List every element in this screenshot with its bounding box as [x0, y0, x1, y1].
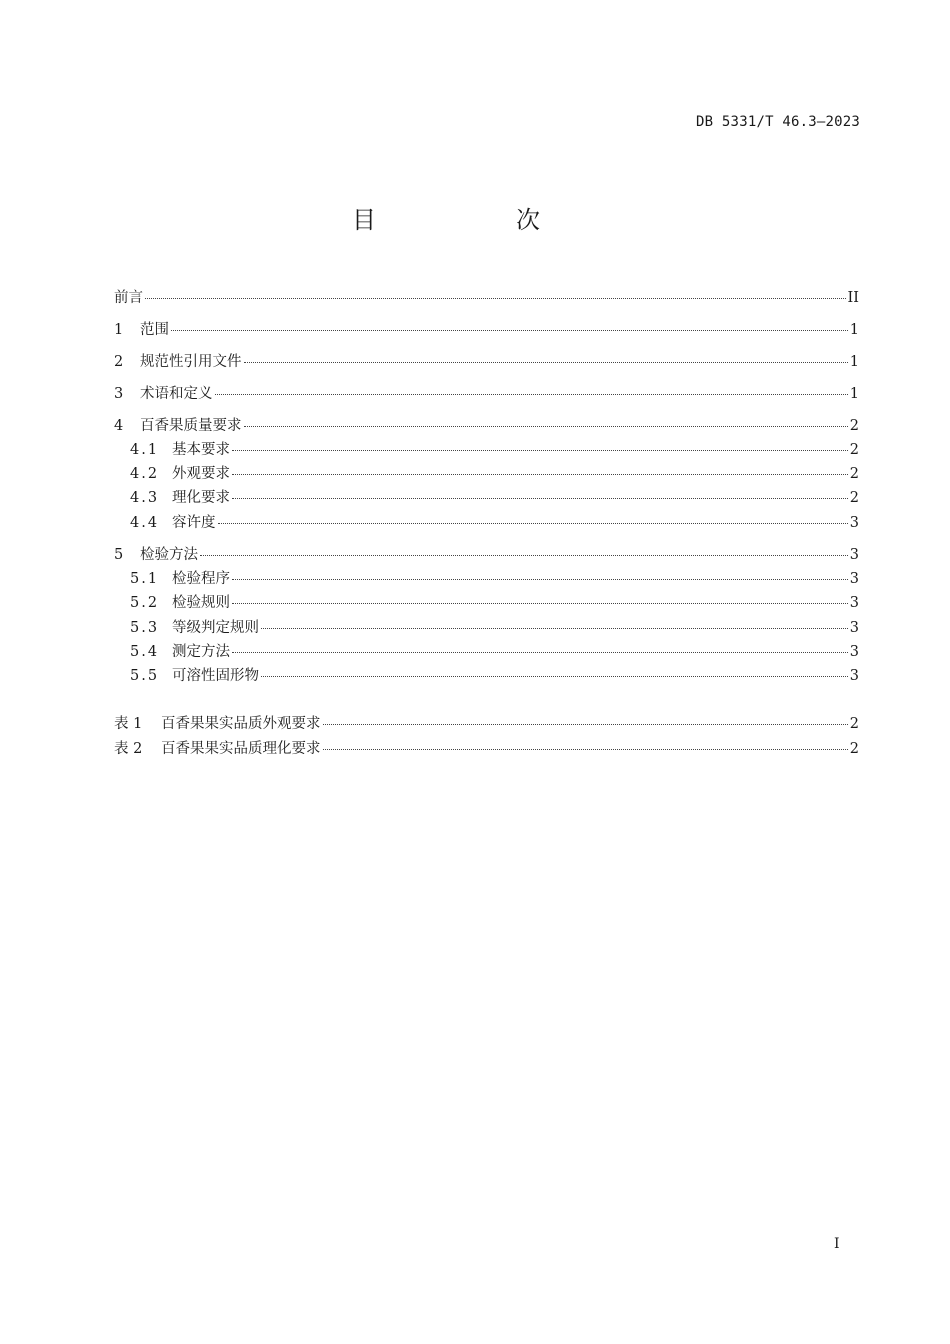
toc-entry-number: 4.1	[130, 441, 160, 458]
table-of-contents	[114, 286, 859, 761]
toc-entry-label: 等级判定规则	[172, 619, 259, 636]
toc-entry-label: 术语和定义	[140, 385, 213, 402]
toc-entry-number: 3	[114, 385, 124, 402]
toc-entry-page: 3	[849, 514, 859, 531]
toc-entry-page: 2	[849, 490, 859, 507]
document-code: DB 5331/T 46.3—2023	[696, 114, 860, 130]
toc-table-label: 百香果果实品质理化要求	[161, 740, 321, 757]
toc-entry-page: 1	[849, 353, 859, 370]
toc-entry-foreword[interactable]	[114, 286, 859, 310]
toc-entry-5-3[interactable]	[114, 616, 859, 640]
toc-entry-page: 3	[849, 546, 859, 563]
dot-leader	[232, 565, 848, 580]
toc-entry-page: 2	[849, 417, 859, 434]
toc-entry-page: 2	[849, 466, 859, 483]
dot-leader	[232, 460, 848, 475]
toc-entry-page: 1	[849, 385, 859, 402]
toc-table-entry-2[interactable]	[114, 737, 859, 761]
toc-entry-page: 2	[849, 441, 859, 458]
toc-entry-5-5[interactable]	[114, 664, 859, 688]
dot-leader	[261, 662, 848, 677]
toc-entry-number: 1	[114, 321, 124, 338]
dot-leader	[232, 638, 848, 653]
toc-table-page: 2	[849, 716, 859, 733]
toc-entry-number: 5.5	[130, 668, 160, 685]
toc-entry-5[interactable]	[114, 543, 859, 567]
toc-entry-label: 检验程序	[172, 570, 230, 587]
dot-leader	[244, 348, 848, 363]
toc-entry-number: 5	[114, 546, 124, 563]
toc-entry-4-1[interactable]	[114, 438, 859, 462]
toc-table-number: 表 1	[114, 716, 143, 733]
toc-entry-label: 可溶性固形物	[172, 668, 259, 685]
toc-entry-label: 外观要求	[172, 466, 230, 483]
toc-entry-number: 4.2	[130, 466, 160, 483]
dot-leader	[323, 710, 848, 725]
toc-entry-4-3[interactable]	[114, 486, 859, 510]
dot-leader	[232, 484, 848, 499]
toc-entry-page: 1	[849, 321, 859, 338]
toc-entry-page: 3	[849, 570, 859, 587]
toc-table-entry-1[interactable]	[114, 712, 859, 736]
dot-leader	[244, 412, 848, 427]
toc-entry-4-4[interactable]	[114, 511, 859, 535]
dot-leader	[232, 436, 848, 451]
dot-leader	[145, 284, 846, 299]
dot-leader	[261, 614, 848, 629]
toc-entry-number: 2	[114, 353, 124, 370]
dot-leader	[200, 541, 848, 556]
toc-entry-5-4[interactable]	[114, 640, 859, 664]
toc-entry-page: 3	[849, 643, 859, 660]
toc-entry-label: 测定方法	[172, 643, 230, 660]
dot-leader	[232, 589, 848, 604]
toc-entry-number: 4.3	[130, 490, 160, 507]
toc-entry-page: 3	[849, 595, 859, 612]
toc-entry-label: 容许度	[172, 514, 216, 531]
toc-entry-page: 3	[849, 668, 859, 685]
toc-entry-number: 5.2	[130, 595, 160, 612]
toc-table-number: 表 2	[114, 740, 143, 757]
toc-entry-1[interactable]	[114, 318, 859, 342]
page-title: 目 次	[352, 206, 598, 234]
toc-entry-5-2[interactable]	[114, 591, 859, 615]
toc-entry-page: 3	[849, 619, 859, 636]
toc-entry-page: II	[847, 290, 859, 306]
toc-entry-label: 检验方法	[140, 546, 198, 563]
toc-entry-3[interactable]	[114, 382, 859, 406]
toc-entry-2[interactable]	[114, 350, 859, 374]
toc-entry-number: 4.4	[130, 514, 160, 531]
toc-entry-label: 基本要求	[172, 441, 230, 458]
dot-leader	[323, 735, 848, 750]
toc-entry-number: 5.1	[130, 570, 160, 587]
toc-entry-number: 5.3	[130, 619, 160, 636]
dot-leader	[171, 316, 848, 331]
toc-table-page: 2	[849, 740, 859, 757]
dot-leader	[218, 509, 848, 524]
toc-entry-number: 5.4	[130, 643, 160, 660]
toc-entry-label: 检验规则	[172, 595, 230, 612]
toc-entry-label: 范围	[140, 321, 169, 338]
toc-entry-4-2[interactable]	[114, 462, 859, 486]
toc-entry-label: 百香果质量要求	[140, 417, 242, 434]
dot-leader	[215, 380, 848, 395]
page-number: I	[834, 1236, 840, 1252]
toc-entry-label: 前言	[114, 290, 143, 306]
toc-entry-number: 4	[114, 417, 124, 434]
toc-entry-label: 理化要求	[172, 490, 230, 507]
toc-entry-5-1[interactable]	[114, 567, 859, 591]
toc-table-label: 百香果果实品质外观要求	[161, 716, 321, 733]
toc-entry-4[interactable]	[114, 414, 859, 438]
toc-entry-label: 规范性引用文件	[140, 353, 242, 370]
